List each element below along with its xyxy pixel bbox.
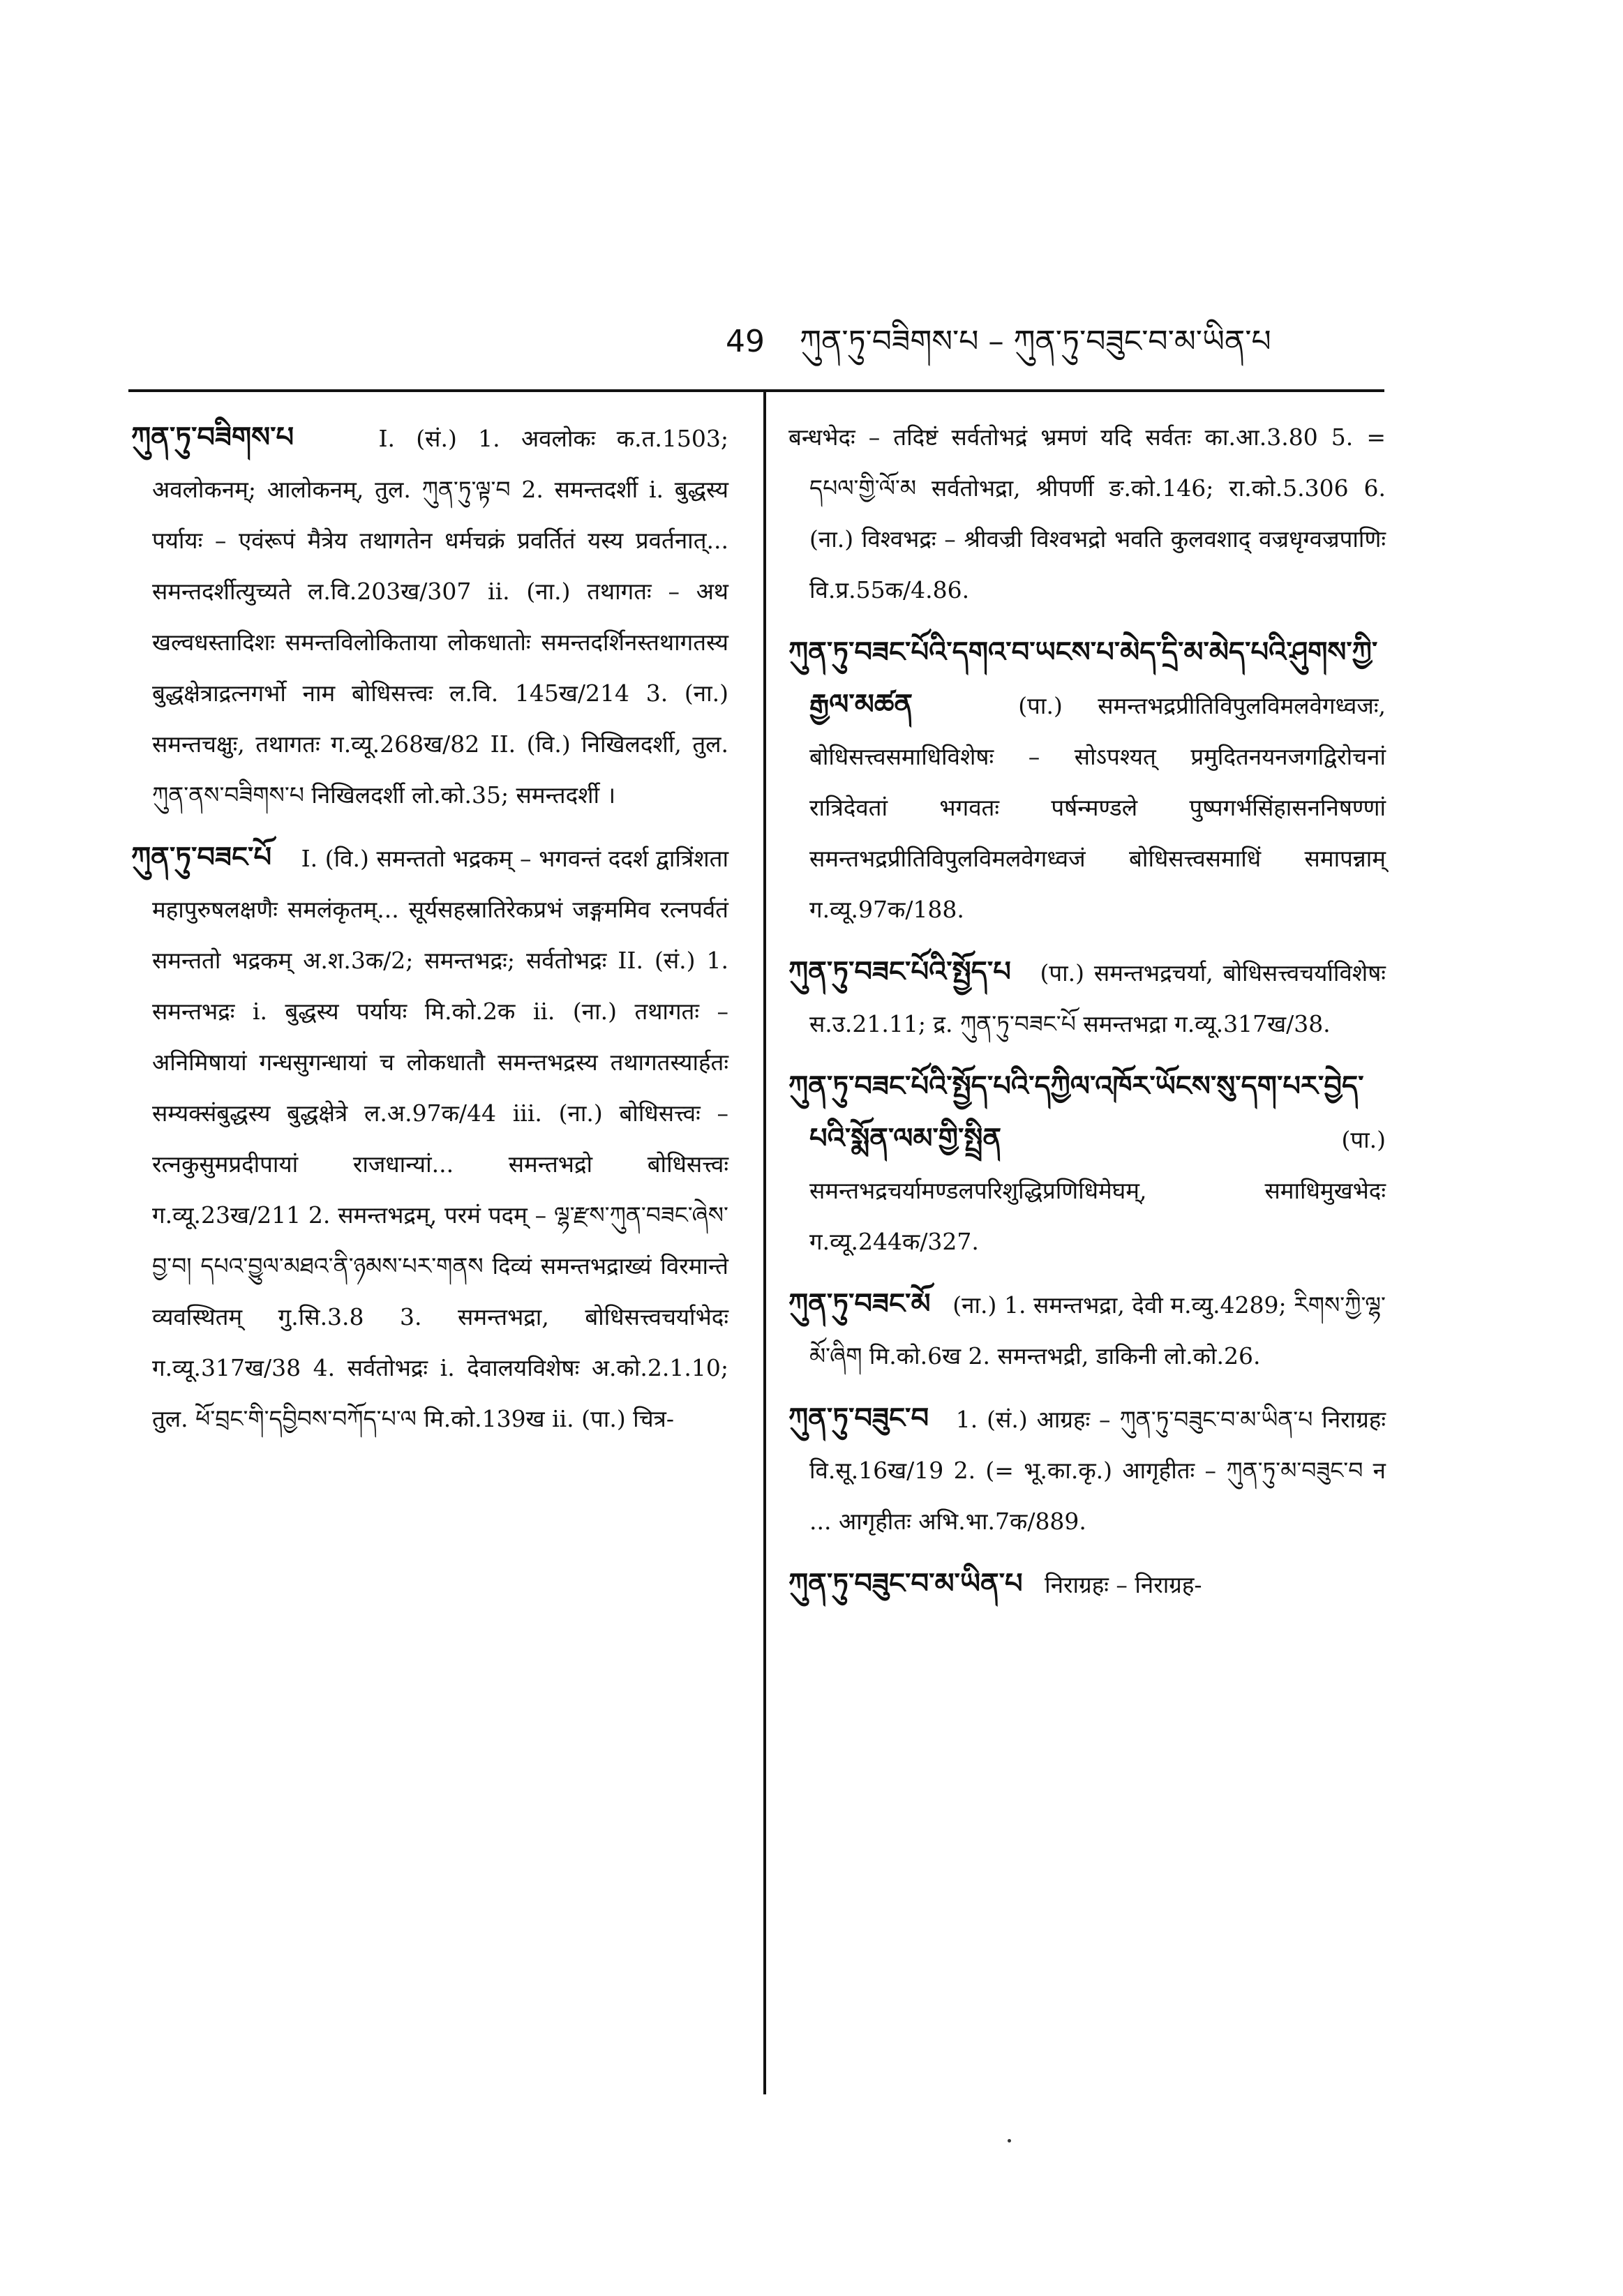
entry-headword: ཀུན་ཏུ་བཟང་པོའི་སྤྱོད་པའི་དཀྱིལ་འཁོར་ཡོངས་སུ་དག་པར་བྱེད་པའི་སྨོན་ལམ་གྱི་སྤྲིན (788, 1070, 1364, 1155)
scan-speck (1008, 2139, 1011, 2143)
dictionary-entry (788, 1558, 1386, 1610)
entry-headword: ཀུན་ཏུ་བཟང་པོའི་སྤྱོད་པ (788, 955, 1011, 988)
entry-definition: (पा.) समन्तभद्रचर्या, बोधिसत्त्वचर्याविशेषः स.उ.21.11; द्र. ཀུན་ཏུ་བཟང་པོ समन्तभद्रा ग.व्यू.317ख/38. (809, 959, 1386, 1037)
entry-definition: (पा.) समन्तभद्रचर्यामण्डलपरिशुद्धिप्रणिधिमेघम्, समाधिमुखभेदः ग.व्यू.244क/327. (809, 1126, 1386, 1255)
dictionary-entry (788, 1278, 1386, 1381)
entry-headword: ཀུན་ཏུ་བཟང་མོ (788, 1287, 931, 1320)
entry-headword: ཀུན་ཏུ་བཟང་པོའི་དགའ་བ་ཡངས་པ་མེད་དྲི་མ་མེད་པའི་ཤུགས་ཀྱི་རྒྱལ་མཚན (788, 636, 1378, 721)
dictionary-entry-continued (788, 412, 1386, 615)
dictionary-entry (131, 412, 728, 820)
page-header (726, 307, 1414, 393)
dictionary-entry (788, 946, 1386, 1049)
entry-definition: (पा.) समन्तभद्रप्रीतिविपुलविमलवेगध्वजः, बोधिसत्त्वसमाधिविशेषः – सोऽपश्यत् प्रमुदितनयनजगद्विरोचनां रात्रिदेवतां भगवतः पर्षन्मण्डले पुष्पगर्भसिंहासननिषण्णां समन्तभद्रप्रीतिविपुलविमलवेगध्वजं बोधिसत्त्वसमाधिं समापन्नाम् ग.व्यू.97क/188. (809, 692, 1386, 923)
entry-headword: ཀུན་ཏུ་བཟང་པོ (131, 841, 272, 873)
header-rule (128, 389, 1384, 392)
entry-headword: ཀུན་ཏུ་བཟུང་བ (788, 1402, 929, 1434)
entry-definition: बन्धभेदः – तदिष्टं सर्वतोभद्रं भ्रमणं यदि सर्वतः का.आ.3.80 5. = དཔལ་གྱི་ལོ་མ सर्वतोभद्रा, श्रीपर्णी ङ.को.146; रा.को.5.306 6. (ना.) विश्वभद्रः – श्रीवज्री विश्वभद्रो भवति कुलवशाद् वज्रधृग्वज्रपाणिः वि.प्र.55क/4.86. (788, 423, 1386, 603)
entry-definition: निराग्रहः – निराग्रह- (1045, 1571, 1202, 1598)
dictionary-entry (788, 1060, 1386, 1267)
entry-definition: I. (सं.) 1. अवलोकः क.त.1503; अवलोकनम्; आलोकनम्, तुल. ཀུན་ཏུ་ལྟ་བ 2. समन्तदर्शी i. बुद्धस्य पर्यायः – एवंरूपं मैत्रेय तथागतेन धर्मचक्रं प्रवर्तितं यस्य प्रवर्तनात्... समन्तदर्शीत्युच्यते ल.वि.203ख/307 ii. (ना.) तथागतः – अथ खल्वधस्तादिशः समन्तविलोकिताया लोकधातोः समन्तदर्शिनस्तथागतस्य बुद्धक्षेत्राद्रत्नगर्भो नाम बोधिसत्त्वः ल.वि. 145ख/214 3. (ना.) समन्तचक्षुः, तथागतः ग.व्यू.268ख/82 II. (वि.) निखिलदर्शी, तुल. ཀུན་ནས་བཟིགས་པ निखिलदर्शी लो.को.35; समन्तदर्शी । (152, 425, 728, 809)
header-range: ཀུན་ཏུ་བཟིགས་པ – ཀུན་ཏུ་བཟུང་བ་མ་ཡིན་པ (800, 324, 1271, 359)
left-column (131, 412, 728, 1455)
right-column (788, 412, 1386, 1621)
entry-headword: ཀུན་ཏུ་བཟུང་བ་མ་ཡིན་པ (788, 1567, 1023, 1600)
entry-headword: ཀུན་ཏུ་བཟིགས་པ (131, 421, 294, 453)
dictionary-entry (788, 626, 1386, 935)
column-divider (763, 392, 766, 2094)
dictionary-entry (788, 1393, 1386, 1547)
dictionary-entry (131, 832, 728, 1444)
page-number: 49 (726, 324, 765, 359)
entry-definition: I. (वि.) समन्ततो भद्रकम् – भगवन्तं ददर्श द्वात्रिंशता महापुरुषलक्षणैः समलंकृतम्... सूर्यसहस्रातिरेकप्रभं जङ्गममिव रत्नपर्वतं समन्ततो भद्रकम् अ.श.3क/2; समन्तभद्रः; सर्वतोभद्रः II. (सं.) 1. समन्तभद्रः i. बुद्धस्य पर्यायः मि.को.2क ii. (ना.) तथागतः – अनिमिषायां गन्धसुगन्धायां च लोकधातौ समन्तभद्रस्य तथागतस्यार्हतः सम्यक्संबुद्धस्य बुद्धक्षेत्रे ल.अ.97क/44 iii. (ना.) बोधिसत्त्वः – रत्नकुसुमप्रदीपायां राजधान्यां... समन्तभद्रो बोधिसत्त्वः ग.व्यू.23ख/211 2. समन्तभद्रम्, परमं पदम् – ལྷ་རྫས་ཀུན་བཟང་ཞེས་བྱ་བ། དཔའ་བྱུལ་མཐའ་ནི་ཉམས་པར་གནས दिव्यं समन्तभद्राख्यं विरमान्ते व्यवस्थितम् गु.सि.3.8 3. समन्तभद्रा, बोधिसत्त्वचर्याभेदः ग.व्यू.317ख/38 4. सर्वतोभद्रः i. देवालयविशेषः अ.को.2.1.10; तुल. ཕོ་བྲང་གི་དབྱིབས་བཀོད་པ་ལ मि.को.139ख ii. (पा.) चित्र- (152, 845, 728, 1432)
entry-definition: (ना.) 1. समन्तभद्रा, देवी म.व्यु.4289; རིགས་ཀྱི་ལྷ་མོ་ཞིག मि.को.6ख 2. समन्तभद्री, डाकिनी लो.को.26. (809, 1291, 1386, 1370)
entry-definition: 1. (सं.) आग्रहः – ཀུན་ཏུ་བཟུང་བ་མ་ཡིན་པ निराग्रहः वि.सू.16ख/19 2. (= भू.का.कृ.) आगृहीतः – ཀུན་ཏུ་མ་བཟུང་བ न ... आगृहीतः अभि.भा.7क/889. (809, 1406, 1386, 1535)
